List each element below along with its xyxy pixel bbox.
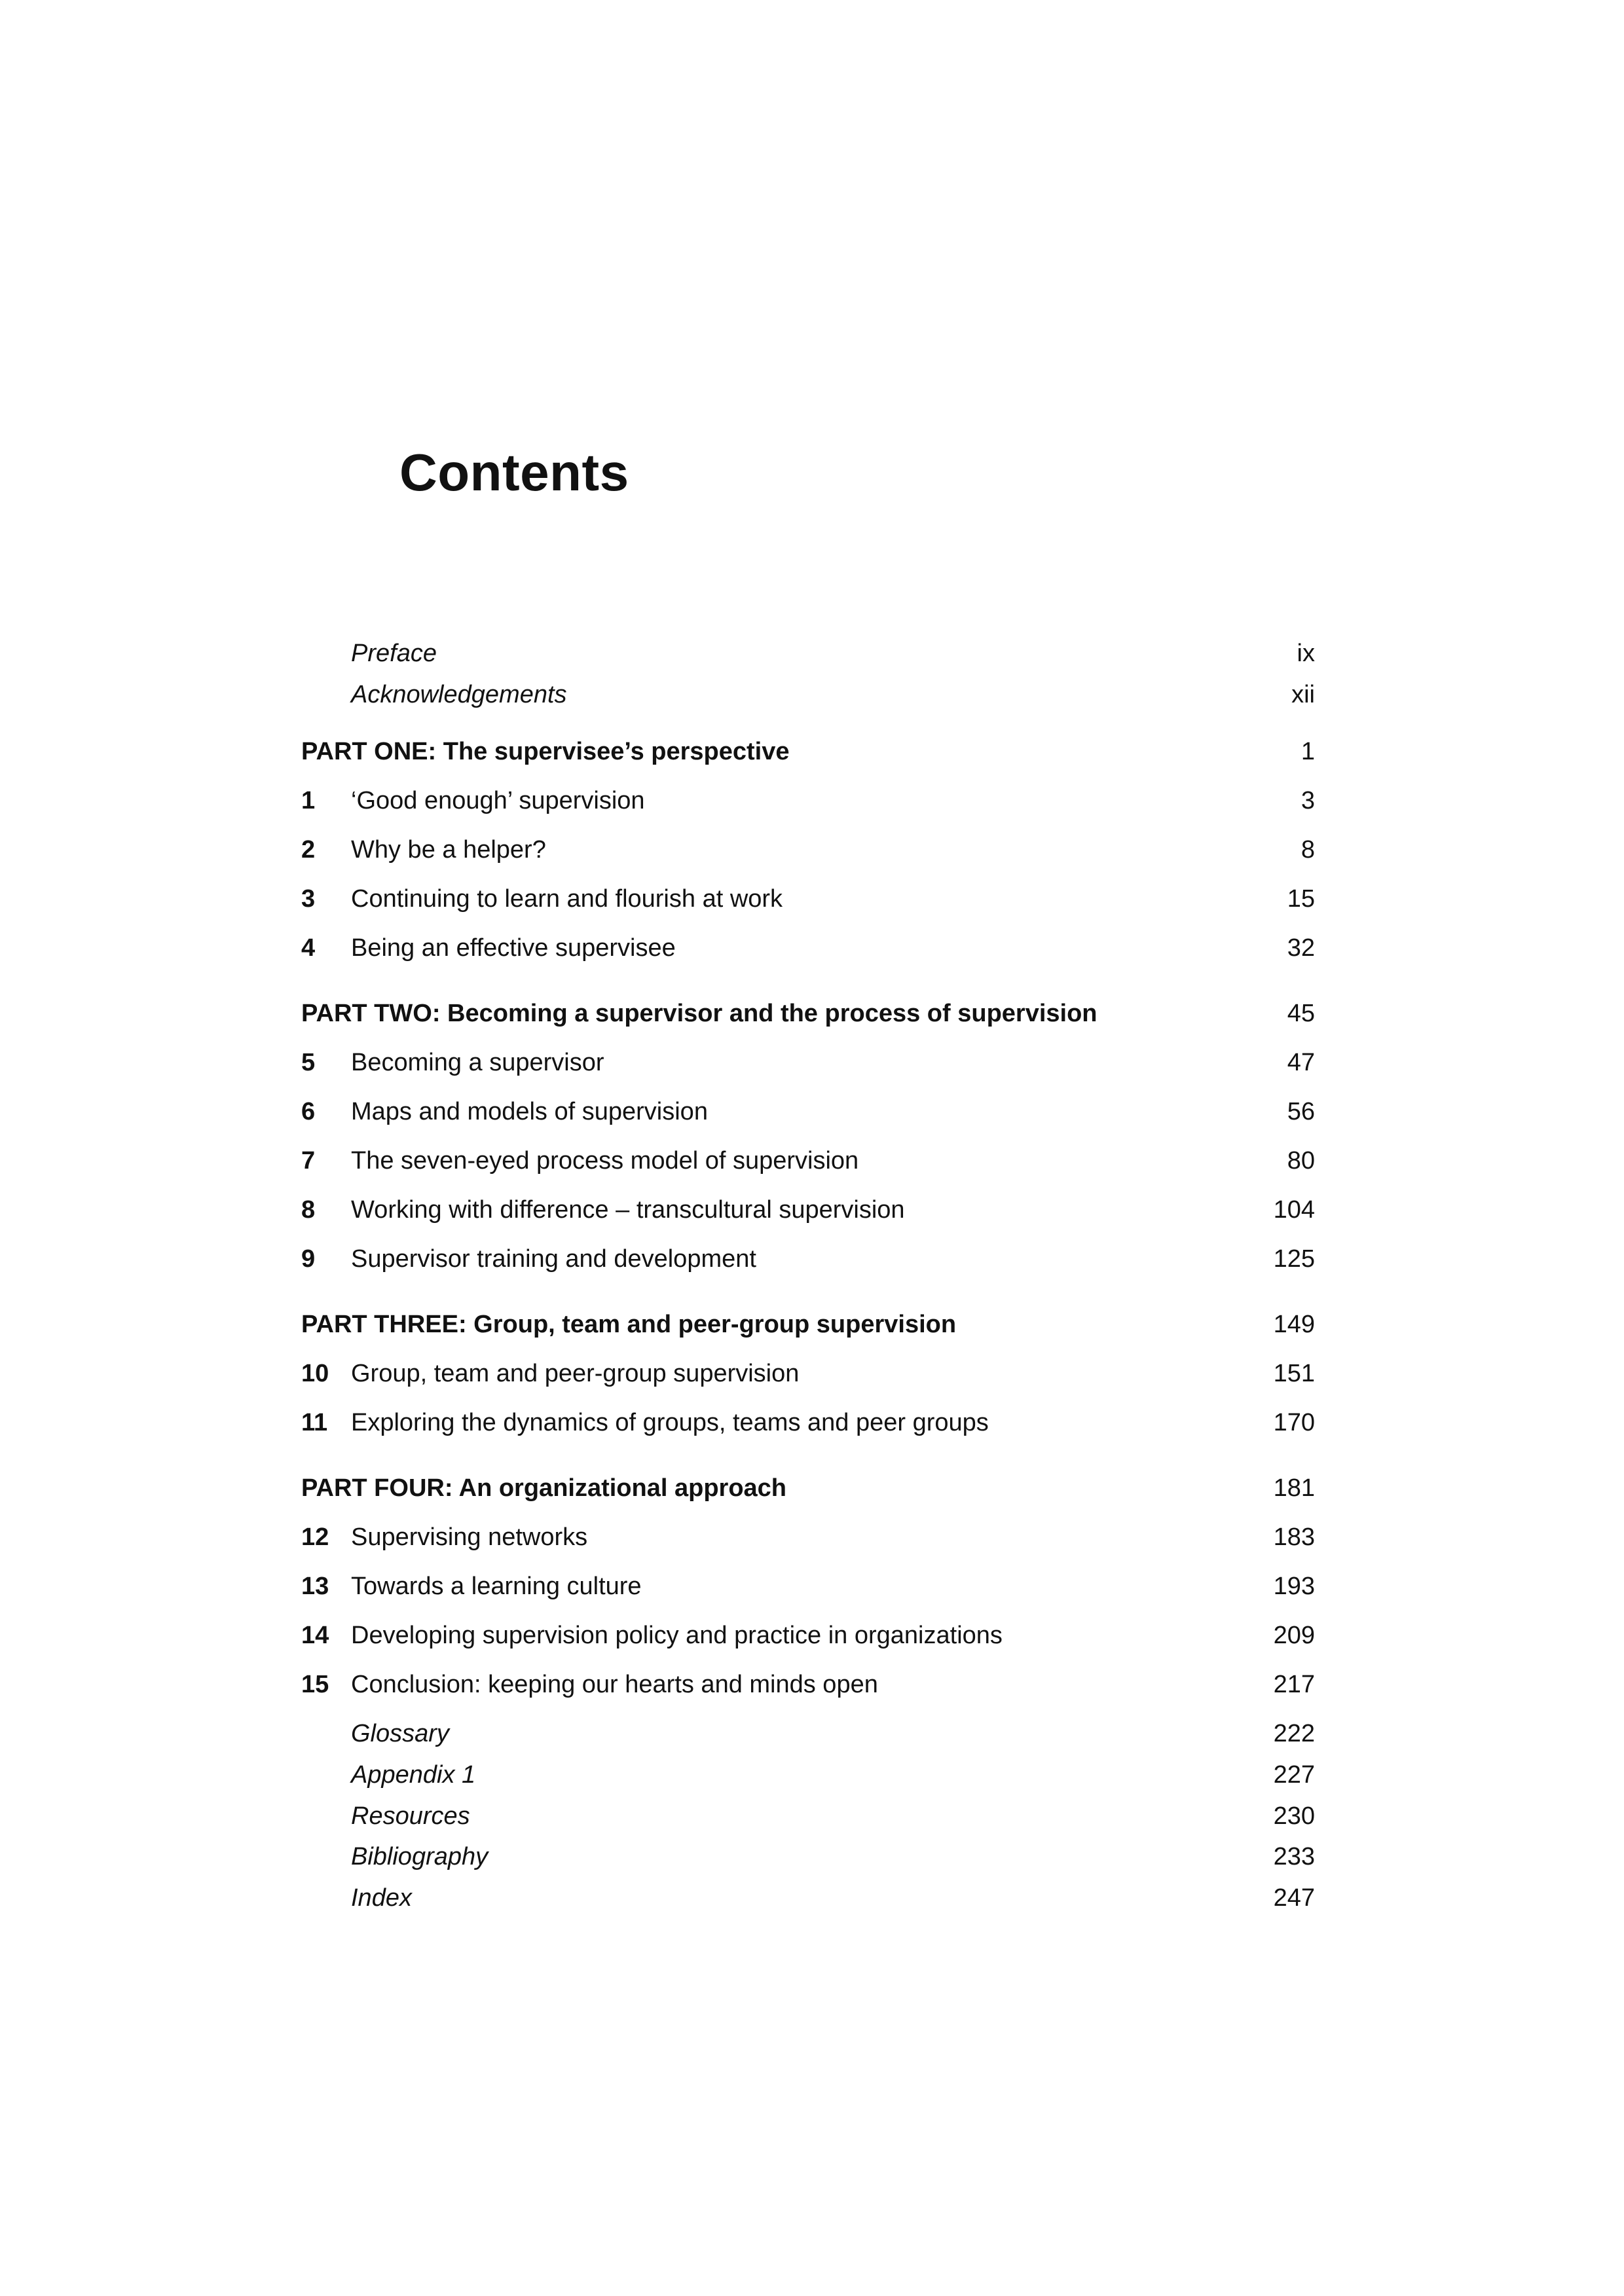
chapter-number: 15 xyxy=(301,1671,329,1698)
chapter-page-number: 217 xyxy=(1273,1671,1315,1698)
chapter-page-number: 32 xyxy=(1287,934,1315,962)
part-page-number: 181 xyxy=(1273,1474,1315,1502)
chapter-page-number: 47 xyxy=(1287,1049,1315,1076)
chapter-title: Developing supervision policy and practice in organizations xyxy=(351,1622,1003,1649)
toc-chapter-entry[interactable] xyxy=(301,1665,1323,1704)
toc-chapter-entry[interactable] xyxy=(301,879,1323,919)
chapter-number: 14 xyxy=(301,1622,329,1649)
chapter-number: 11 xyxy=(301,1409,328,1436)
part-title: PART THREE: Group, team and peer-group supervision xyxy=(301,1311,957,1338)
part-page-number: 149 xyxy=(1273,1311,1315,1338)
toc-back-matter-entry[interactable] xyxy=(301,1796,1323,1836)
chapter-title: Conclusion: keeping our hearts and minds open xyxy=(351,1671,878,1698)
toc-chapter-entry[interactable] xyxy=(301,781,1323,820)
part-page-number: 1 xyxy=(1301,738,1315,765)
toc-chapter-entry[interactable] xyxy=(301,1239,1323,1279)
toc-front-matter-entry[interactable] xyxy=(301,675,1323,714)
toc-chapter-entry[interactable] xyxy=(301,1092,1323,1131)
part-title: PART FOUR: An organizational approach xyxy=(301,1474,787,1502)
entry-page-number: xii xyxy=(1291,681,1315,708)
chapter-number: 7 xyxy=(301,1147,316,1175)
toc-back-matter-entry[interactable] xyxy=(301,1878,1323,1918)
page-title: Contents xyxy=(399,443,629,501)
chapter-page-number: 104 xyxy=(1273,1196,1315,1224)
chapter-page-number: 8 xyxy=(1301,836,1315,864)
chapter-title: Towards a learning culture xyxy=(351,1573,642,1600)
toc-part-heading[interactable] xyxy=(301,732,1323,771)
entry-page-number: 222 xyxy=(1273,1720,1315,1747)
chapter-title: Supervising networks xyxy=(351,1523,588,1551)
chapter-page-number: 56 xyxy=(1287,1098,1315,1125)
chapter-page-number: 193 xyxy=(1273,1573,1315,1600)
chapter-number: 6 xyxy=(301,1098,316,1125)
entry-title: Bibliography xyxy=(351,1843,489,1870)
chapter-title: Group, team and peer-group supervision xyxy=(351,1360,800,1387)
chapter-number: 12 xyxy=(301,1523,329,1551)
chapter-page-number: 125 xyxy=(1273,1245,1315,1273)
toc-chapter-entry[interactable] xyxy=(301,1616,1323,1655)
chapter-title: Exploring the dynamics of groups, teams and peer groups xyxy=(351,1409,989,1436)
chapter-number: 8 xyxy=(301,1196,316,1224)
chapter-number: 9 xyxy=(301,1245,316,1273)
toc-chapter-entry[interactable] xyxy=(301,1141,1323,1180)
toc-front-matter-entry[interactable] xyxy=(301,634,1323,673)
chapter-title: Maps and models of supervision xyxy=(351,1098,708,1125)
chapter-number: 10 xyxy=(301,1360,329,1387)
part-title: PART ONE: The supervisee’s perspective xyxy=(301,738,790,765)
toc-chapter-entry[interactable] xyxy=(301,1354,1323,1393)
chapter-number: 4 xyxy=(301,934,316,962)
chapter-title: The seven-eyed process model of supervision xyxy=(351,1147,859,1175)
chapter-page-number: 3 xyxy=(1301,787,1315,814)
entry-title: Glossary xyxy=(351,1720,449,1747)
toc-back-matter-entry[interactable] xyxy=(301,1837,1323,1876)
toc-chapter-entry[interactable] xyxy=(301,1043,1323,1082)
entry-title: Preface xyxy=(351,640,437,667)
entry-page-number: 227 xyxy=(1273,1761,1315,1789)
entry-page-number: 230 xyxy=(1273,1802,1315,1830)
toc-part-heading[interactable] xyxy=(301,1468,1323,1508)
toc-part-heading[interactable] xyxy=(301,994,1323,1033)
chapter-title: Working with difference – transcultural supervision xyxy=(351,1196,905,1224)
toc-chapter-entry[interactable] xyxy=(301,928,1323,968)
entry-title: Appendix 1 xyxy=(351,1761,476,1789)
toc-chapter-entry[interactable] xyxy=(301,1403,1323,1442)
entry-title: Acknowledgements xyxy=(351,681,567,708)
chapter-title: Supervisor training and development xyxy=(351,1245,756,1273)
chapter-number: 2 xyxy=(301,836,316,864)
chapter-number: 13 xyxy=(301,1573,329,1600)
chapter-page-number: 183 xyxy=(1273,1523,1315,1551)
entry-page-number: ix xyxy=(1297,640,1315,667)
chapter-number: 5 xyxy=(301,1049,316,1076)
chapter-page-number: 15 xyxy=(1287,885,1315,913)
entry-page-number: 247 xyxy=(1273,1884,1315,1912)
entry-page-number: 233 xyxy=(1273,1843,1315,1870)
toc-part-heading[interactable] xyxy=(301,1305,1323,1344)
chapter-title: Continuing to learn and flourish at work xyxy=(351,885,783,913)
chapter-title: Why be a helper? xyxy=(351,836,546,864)
chapter-number: 3 xyxy=(301,885,316,913)
toc-chapter-entry[interactable] xyxy=(301,830,1323,869)
chapter-page-number: 80 xyxy=(1287,1147,1315,1175)
part-title: PART TWO: Becoming a supervisor and the process of supervision xyxy=(301,1000,1098,1027)
entry-title: Resources xyxy=(351,1802,470,1830)
toc-chapter-entry[interactable] xyxy=(301,1567,1323,1606)
chapter-page-number: 151 xyxy=(1273,1360,1315,1387)
chapter-title: Being an effective supervisee xyxy=(351,934,676,962)
toc-back-matter-entry[interactable] xyxy=(301,1755,1323,1795)
chapter-page-number: 170 xyxy=(1273,1409,1315,1436)
chapter-number: 1 xyxy=(301,787,316,814)
toc-chapter-entry[interactable] xyxy=(301,1518,1323,1557)
chapter-page-number: 209 xyxy=(1273,1622,1315,1649)
part-page-number: 45 xyxy=(1287,1000,1315,1027)
chapter-title: ‘Good enough’ supervision xyxy=(351,787,645,814)
toc-chapter-entry[interactable] xyxy=(301,1190,1323,1230)
entry-title: Index xyxy=(351,1884,412,1912)
chapter-title: Becoming a supervisor xyxy=(351,1049,604,1076)
toc-back-matter-entry[interactable] xyxy=(301,1714,1323,1753)
